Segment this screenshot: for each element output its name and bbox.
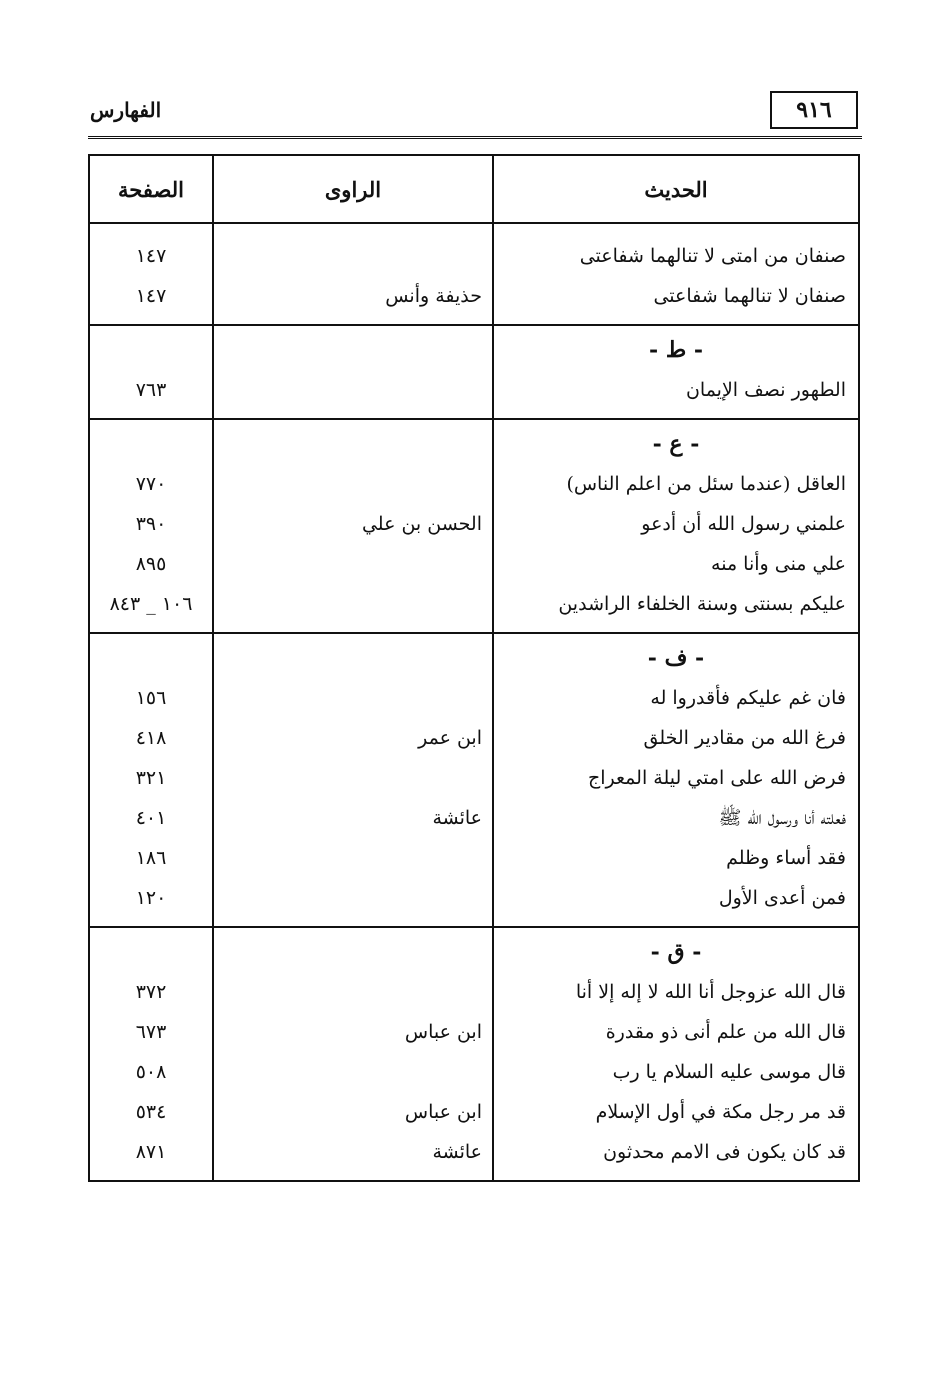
narrator-text xyxy=(214,236,492,276)
letter-group xyxy=(89,927,859,1181)
page-cell xyxy=(89,633,213,927)
hadith-text: قال الله من علم أنى ذو مقدرة xyxy=(605,1021,846,1043)
letter-group xyxy=(89,223,859,325)
hadith-cell xyxy=(493,419,859,633)
hadith-text: فرغ الله من مقادير الخلق xyxy=(643,727,846,749)
table-header-row xyxy=(89,155,859,223)
letter-heading: - ق - xyxy=(650,939,702,965)
hadith-text: صنفان من امتى لا تنالهما شفاعتى xyxy=(579,245,846,267)
narrator-text xyxy=(214,878,492,918)
spacer xyxy=(214,932,492,972)
hadith-text: علي منى وأنا منه xyxy=(711,553,846,575)
hadith-text: فعلته أنا ورسول الله ﷺ xyxy=(718,807,846,829)
hadith-text: عليكم بسنتى وسنة الخلفاء الراشدين xyxy=(558,593,846,615)
hadith-text: الطهور نصف الإيمان xyxy=(685,379,846,401)
page-ref: ٥٠٨ xyxy=(135,1061,167,1083)
page-ref: ٨٧١ xyxy=(135,1141,167,1163)
narrator-text xyxy=(214,678,492,718)
hadith-text: قد مر رجل مكة في أول الإسلام xyxy=(595,1101,846,1123)
page-ref: ١٥٦ xyxy=(135,687,167,709)
header-divider xyxy=(88,136,862,139)
narrator-text: حذيفة وأنس xyxy=(385,285,482,307)
narrator-text: ابن عباس xyxy=(404,1101,482,1123)
narrator-text xyxy=(214,464,492,504)
hadith-index-table xyxy=(88,154,860,1182)
narrator-text: عائشة xyxy=(432,1141,482,1163)
page-ref: ١٤٧ xyxy=(135,285,167,307)
letter-heading: - ط - xyxy=(649,337,703,363)
letter-group xyxy=(89,419,859,633)
hadith-text: صنفان لا تنالهما شفاعتى xyxy=(653,285,846,307)
narrator-cell xyxy=(213,927,493,1181)
narrator-text xyxy=(214,1052,492,1092)
hadith-cell xyxy=(493,927,859,1181)
column-header-page: الصفحة xyxy=(89,155,213,223)
page-cell xyxy=(89,325,213,419)
spacer xyxy=(90,638,212,678)
page-ref: ٤٠١ xyxy=(135,807,167,829)
page-ref: ٤١٨ xyxy=(135,727,167,749)
page-ref: ١٢٠ xyxy=(135,887,167,909)
narrator-text: ابن عمر xyxy=(418,727,482,749)
table-body xyxy=(89,223,859,1181)
page-cell xyxy=(89,419,213,633)
spacer xyxy=(90,424,212,464)
page-ref: ٧٦٣ xyxy=(135,379,167,401)
hadith-text: العاقل (عندما سئل من اعلم الناس) xyxy=(566,473,846,495)
hadith-text: فان غم عليكم فأقدروا له xyxy=(650,687,846,709)
spacer xyxy=(90,330,212,370)
page-ref: ١٠٦ _ ٨٤٣ xyxy=(109,593,193,615)
page-number: ٩١٦ xyxy=(796,97,832,123)
spacer xyxy=(214,330,492,370)
narrator-text: عائشة xyxy=(432,807,482,829)
page-ref: ١٨٦ xyxy=(135,847,167,869)
hadith-cell xyxy=(493,223,859,325)
narrator-text xyxy=(214,584,492,624)
page-cell xyxy=(89,223,213,325)
page-ref: ١٤٧ xyxy=(135,245,167,267)
narrator-text xyxy=(214,370,492,410)
column-header-narrator: الراوى xyxy=(213,155,493,223)
page-ref: ٨٩٥ xyxy=(135,553,167,575)
page-ref: ٣٢١ xyxy=(135,767,167,789)
letter-group xyxy=(89,633,859,927)
section-title: الفهارس xyxy=(90,98,162,122)
page-cell xyxy=(89,927,213,1181)
page-ref: ٦٧٣ xyxy=(135,1021,167,1043)
spacer xyxy=(214,638,492,678)
hadith-text: قد كان يكون فى الامم محدثون xyxy=(603,1141,846,1163)
page-ref: ٧٧٠ xyxy=(135,473,167,495)
page-ref: ٣٩٠ xyxy=(135,513,167,535)
letter-heading: - ع - xyxy=(652,431,700,457)
column-header-hadith: الحديث xyxy=(493,155,859,223)
narrator-cell xyxy=(213,419,493,633)
narrator-cell xyxy=(213,223,493,325)
hadith-text: علمني رسول الله أن أدعو xyxy=(641,513,846,535)
narrator-text xyxy=(214,544,492,584)
letter-heading: - ف - xyxy=(647,645,705,671)
hadith-text: فقد أساء وظلم xyxy=(726,847,846,869)
hadith-cell xyxy=(493,633,859,927)
letter-group xyxy=(89,325,859,419)
spacer xyxy=(214,424,492,464)
narrator-cell xyxy=(213,633,493,927)
hadith-text: قال موسى عليه السلام يا رب xyxy=(612,1061,846,1083)
narrator-text xyxy=(214,972,492,1012)
narrator-text xyxy=(214,838,492,878)
narrator-text: ابن عباس xyxy=(404,1021,482,1043)
hadith-text: قال الله عزوجل أنا الله لا إله إلا أنا xyxy=(575,981,846,1003)
page-ref: ٥٣٤ xyxy=(135,1101,167,1123)
page-number-box xyxy=(770,91,858,129)
hadith-text: فمن أعدى الأول xyxy=(718,887,846,909)
page-ref: ٣٧٢ xyxy=(135,981,167,1003)
hadith-cell xyxy=(493,325,859,419)
narrator-cell xyxy=(213,325,493,419)
spacer xyxy=(90,932,212,972)
narrator-text: الحسن بن علي xyxy=(361,513,482,535)
hadith-text: فرض الله على امتي ليلة المعراج xyxy=(587,767,846,789)
narrator-text xyxy=(214,758,492,798)
